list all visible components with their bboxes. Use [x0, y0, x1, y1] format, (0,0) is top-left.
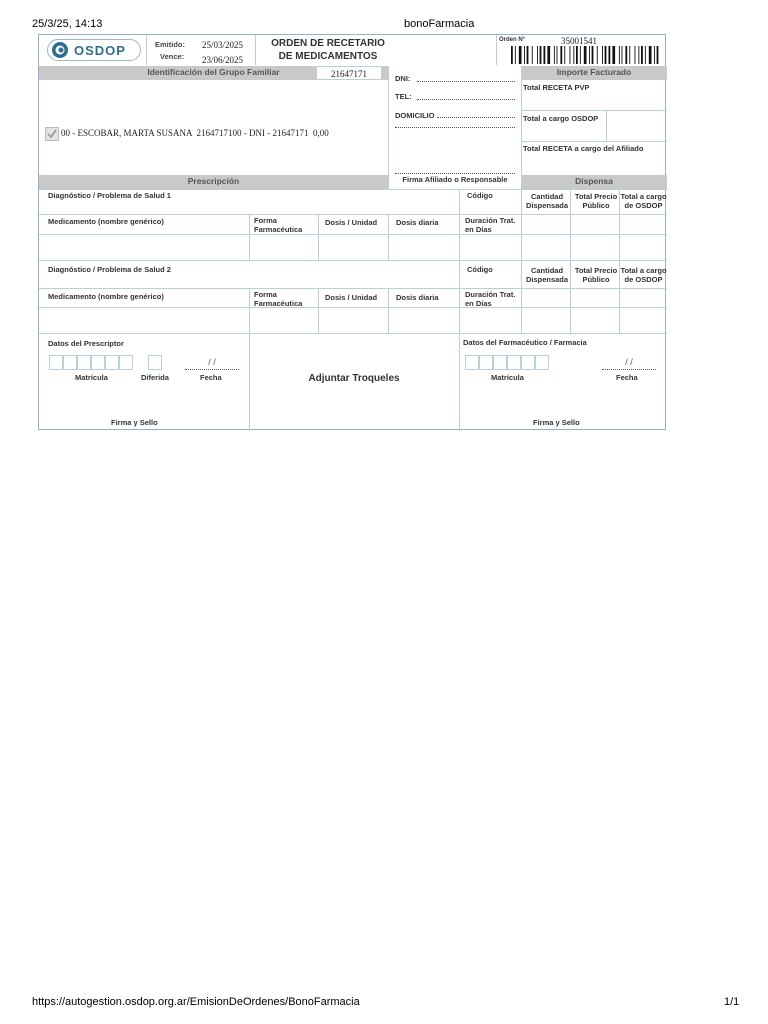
- grupo-header: Identificación del Grupo Familiar: [39, 66, 388, 80]
- forma-2-label: Forma Farmacéutica: [254, 290, 303, 308]
- print-datetime: 25/3/25, 14:13: [32, 18, 103, 30]
- adjuntar-troqueles: Adjuntar Troqueles: [308, 373, 400, 384]
- importe-header: Importe Facturado: [521, 66, 667, 80]
- total-afiliado-label: Total RECETA a cargo del Afiliado: [523, 144, 644, 153]
- medicamento-2-label: Medicamento (nombre genérico): [48, 292, 164, 301]
- dispensa-header: Dispensa: [521, 175, 667, 189]
- emitido-date: 25/03/2025: [202, 40, 244, 50]
- dosis-diaria-1-label: Dosis diaria: [396, 218, 439, 227]
- duracion-1-label: Duración Trat. en Días: [465, 216, 516, 234]
- vence-label: Vence:: [160, 52, 185, 61]
- prescripcion-header: Prescripción: [39, 175, 388, 189]
- prescriptor-title: Datos del Prescriptor: [48, 339, 124, 348]
- dosis-unidad-2-label: Dosis / Unidad: [325, 293, 378, 302]
- farmacia-fecha-line[interactable]: [602, 369, 656, 370]
- dni-label: DNI:: [395, 74, 411, 83]
- print-page: 1/1: [724, 996, 740, 1008]
- cantidad-1-label: Cantidad Dispensada: [525, 192, 569, 210]
- osdop-logo-icon: [50, 41, 70, 59]
- precio-2-label: Total Precio Público: [574, 266, 618, 284]
- print-url: https://autogestion.osdop.org.ar/EmisionDeOrdenes/BonoFarmacia: [32, 996, 360, 1008]
- prescriptor-fecha-value: / /: [208, 357, 216, 367]
- forma-1-label: Forma Farmacéutica: [254, 216, 303, 234]
- diferida-label: Diferida: [141, 373, 169, 382]
- recetario-form: [38, 34, 666, 430]
- diferida-box[interactable]: [148, 355, 162, 370]
- firma-afiliado-label: Firma Afiliado o Responsable: [402, 175, 508, 184]
- domicilio-label: DOMICILIO: [395, 111, 435, 120]
- farmacia-title: Datos del Farmacéutico / Farmacia: [463, 338, 587, 347]
- emitido-label: Emitido:: [155, 40, 185, 49]
- member-line: 00 - ESCOBAR, MARTA SUSANA 2164717100 - DNI - 21647171 0,00: [61, 128, 329, 138]
- codigo-1-label: Código: [467, 191, 493, 200]
- check-icon[interactable]: [45, 127, 59, 141]
- diagnostico-1-label: Diagnóstico / Problema de Salud 1: [48, 191, 171, 200]
- cargo-2-label: Total a cargo de OSDOP: [620, 266, 667, 284]
- prescriptor-fecha-label: Fecha: [200, 373, 222, 382]
- medicamento-1-label: Medicamento (nombre genérico): [48, 217, 164, 226]
- osdop-logo: [47, 39, 141, 61]
- tel-label: TEL:: [395, 92, 412, 101]
- osdop-logo-text: OSDOP: [74, 43, 126, 58]
- orden-number: 35001541: [561, 36, 597, 46]
- duracion-2-label: Duración Trat. en Días: [465, 290, 516, 308]
- cantidad-2-label: Cantidad Dispensada: [525, 266, 569, 284]
- farmacia-fecha-value: / /: [625, 357, 633, 367]
- prescriptor-matricula-label: Matrícula: [75, 373, 108, 382]
- farmacia-matricula-label: Matrícula: [491, 373, 524, 382]
- prescriptor-fecha-line[interactable]: [185, 369, 239, 370]
- dosis-unidad-1-label: Dosis / Unidad: [325, 218, 378, 227]
- dosis-diaria-2-label: Dosis diaria: [396, 293, 439, 302]
- codigo-2-label: Código: [467, 265, 493, 274]
- diagnostico-2-label: Diagnóstico / Problema de Salud 2: [48, 265, 171, 274]
- cargo-1-label: Total a cargo de OSDOP: [620, 192, 667, 210]
- total-pvp-label: Total RECETA PVP: [523, 83, 590, 92]
- print-title: bonoFarmacia: [404, 18, 475, 30]
- vence-date: 23/06/2025: [202, 55, 244, 65]
- precio-1-label: Total Precio Público: [574, 192, 618, 210]
- form-title: ORDEN DE RECETARIO DE MEDICAMENTOS: [271, 38, 385, 62]
- barcode: [511, 46, 659, 64]
- afiliado-number: 21647171: [316, 66, 382, 80]
- farmacia-firma-label: Firma y Sello: [533, 418, 580, 427]
- orden-label: Orden N°: [499, 37, 526, 43]
- total-osdop-label: Total a cargo OSDOP: [523, 114, 599, 123]
- prescriptor-firma-label: Firma y Sello: [111, 418, 158, 427]
- farmacia-fecha-label: Fecha: [616, 373, 638, 382]
